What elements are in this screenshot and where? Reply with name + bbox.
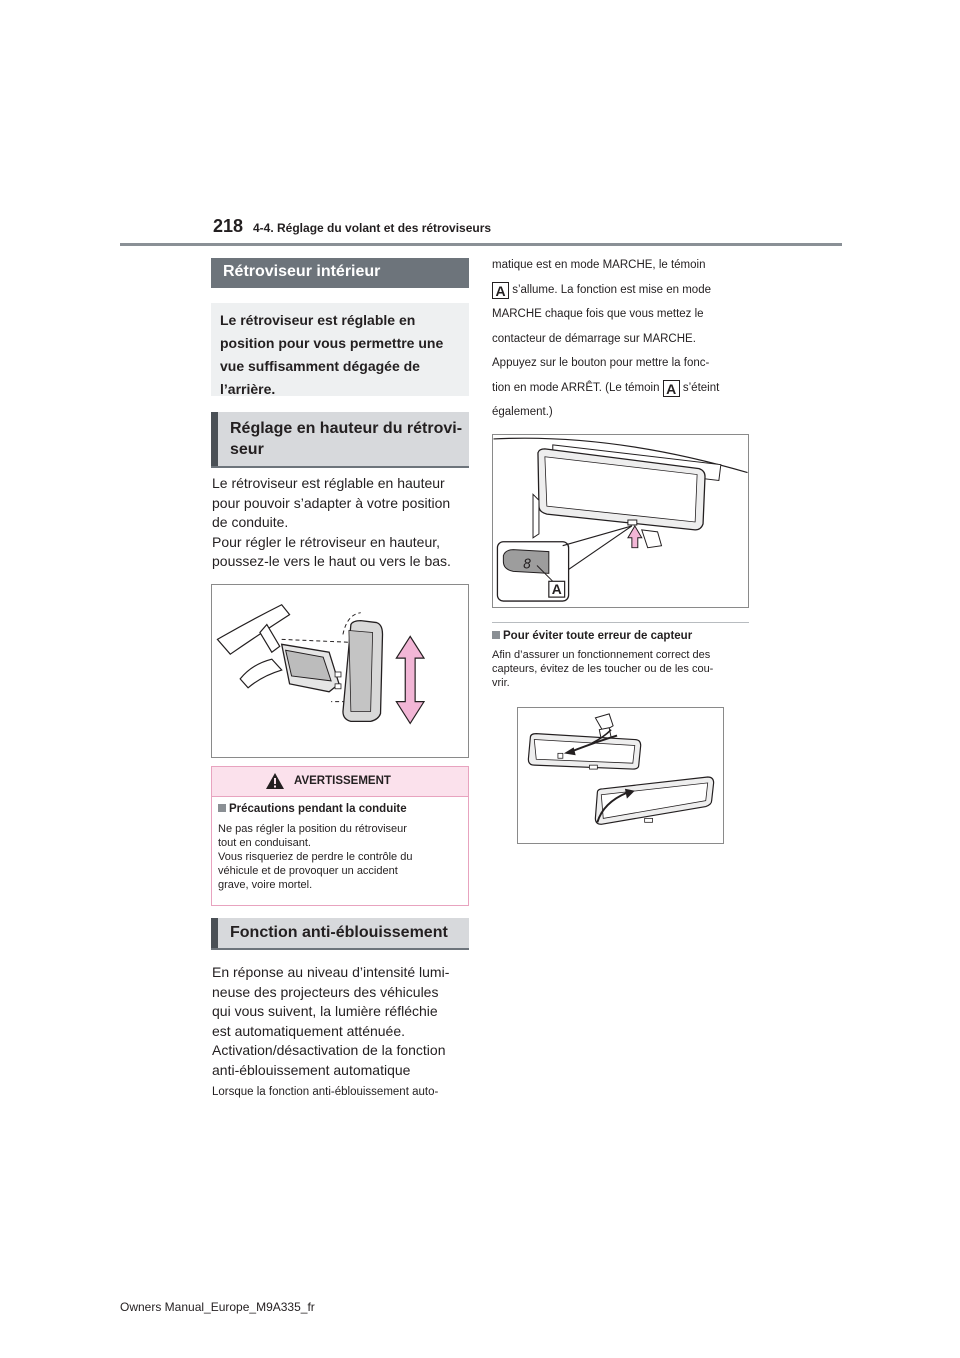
antiglare-text [212, 963, 449, 1080]
intro-box: Le rétroviseur est réglable en position pour vous permettre une vue suffisamment dégagée de l’arrière. [211, 303, 469, 396]
text-line: Appuyez sur le bouton pour mettre la fonc- [492, 357, 710, 369]
text-line: véhicule et de provoquer un accident [218, 865, 398, 877]
text-line: également.) [492, 406, 553, 418]
text-line: capteurs, évitez de les toucher ou de les cou- [492, 663, 714, 675]
antiglare-continued-text [492, 253, 719, 425]
text-line: tion en mode ARRÊT. (Le témoin A s’éteint [492, 380, 720, 397]
warning-header [212, 767, 468, 797]
text-line: tout en conduisant. [218, 837, 311, 849]
header-divider [120, 243, 842, 246]
text-line: contacteur de démarrage sur MARCHE. [492, 332, 696, 345]
indicator-badge: A [492, 282, 509, 299]
section-title-underline [211, 466, 469, 468]
svg-text:8: 8 [523, 557, 532, 573]
section-title-antiglare [211, 918, 469, 948]
text-line: qui vous suivent, la lumière réfléchie [212, 1003, 438, 1019]
section-title-text: Fonction anti-éblouissement [230, 924, 448, 941]
page-number: 218 [213, 216, 244, 236]
text-line: MARCHE chaque fois que vous mettez le [492, 308, 704, 320]
text-line: pour pouvoir s’adapter à votre position [212, 494, 451, 511]
text-line: neuse des projecteurs des véhicules [212, 983, 439, 1000]
section-title-text: Rétroviseur intérieur [223, 263, 381, 280]
text-line: de conduite. [212, 514, 289, 530]
square-bullet-icon [492, 631, 500, 639]
figure-mirror-height [211, 584, 469, 758]
text-line: Vous risqueriez de perdre le contrôle du [218, 851, 413, 863]
mirror-height-illustration [212, 585, 468, 757]
indicator-badge: A [663, 380, 680, 397]
warning-box [211, 766, 469, 906]
section-title-interior-mirror [211, 258, 469, 288]
text-line: vrir. [492, 677, 510, 689]
text-line: A s’allume. La fonction est mise en mode [492, 278, 719, 303]
text-line: grave, voire mortel. [218, 879, 313, 891]
antiglare-auto-text: Lorsque la fonction anti-éblouissement auto- [212, 1086, 439, 1098]
footer-text: Owners Manual_Europe_M9A335_fr [120, 1300, 315, 1314]
warning-subtitle: Précautions pendant la conduite [218, 803, 407, 815]
antiglare-mirror-illustration [493, 435, 748, 607]
section-title-line: Réglage en hauteur du rétrovi- [230, 420, 463, 437]
text-line: Le rétroviseur est réglable en hauteur [212, 475, 445, 491]
figure-antiglare-button [492, 434, 749, 608]
text-line: est automatiquement atténuée. [212, 1022, 406, 1039]
text-line: Afin d’assurer un fonctionnement correct des [492, 649, 711, 661]
height-adjust-text [212, 474, 451, 572]
text-line: anti-éblouissement automatique [212, 1061, 411, 1078]
warning-text [218, 822, 412, 892]
section-title-underline [211, 948, 469, 950]
section-divider [492, 622, 749, 623]
section-title-line: seur [230, 441, 264, 458]
section-title-height-adjust [211, 412, 469, 466]
sensor-mirror-illustration [518, 708, 723, 843]
sensor-note-text [492, 648, 713, 690]
figure-sensor-locations [517, 707, 724, 844]
sensor-note-title: Pour éviter toute erreur de capteur [492, 630, 692, 642]
text-line: Activation/désactivation de la fonction [212, 1042, 446, 1058]
text-line: matique est en mode MARCHE, le témoin [492, 259, 706, 271]
square-bullet-icon [218, 804, 226, 812]
warning-label: AVERTISSEMENT [294, 775, 391, 787]
warning-triangle-icon [265, 772, 285, 790]
text-line: Ne pas régler la position du rétroviseur [218, 823, 407, 835]
chapter-title: 4-4. Réglage du volant et des rétroviseurs [253, 221, 492, 235]
text-line: poussez-le vers le haut ou vers le bas. [212, 553, 451, 569]
text-line: Pour régler le rétroviseur en hauteur, [212, 533, 441, 550]
text-line: En réponse au niveau d’intensité lumi- [212, 964, 450, 980]
figure-callout-a: A [551, 581, 562, 598]
